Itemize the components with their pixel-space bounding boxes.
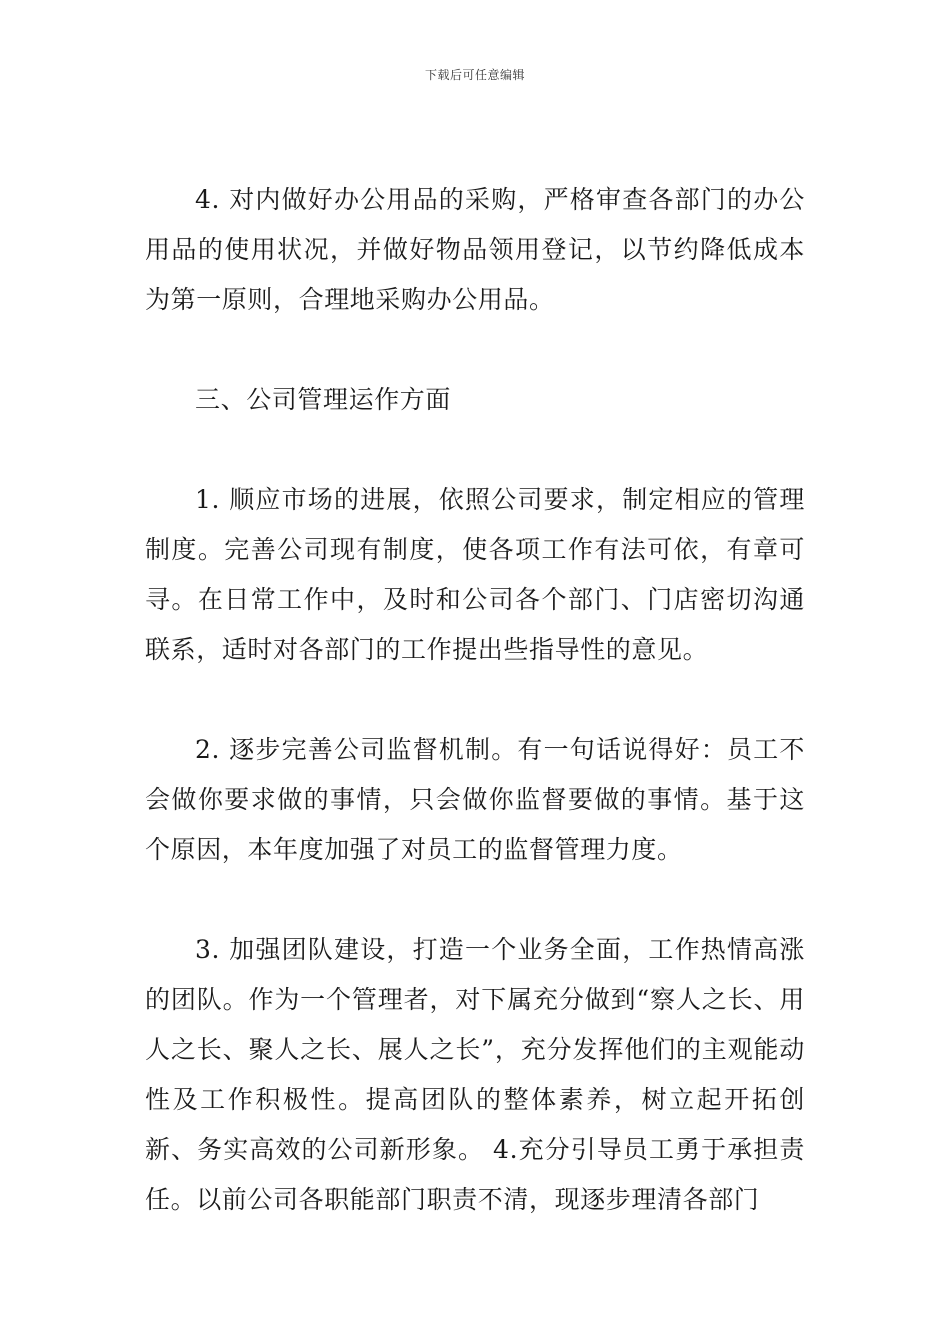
section-heading-management: 三、公司管理运作方面 bbox=[195, 385, 452, 414]
paragraph-spacer bbox=[145, 325, 805, 375]
paragraph-spacer bbox=[145, 875, 805, 925]
paragraph-supervision: 2. 逐步完善公司监督机制。有一句话说得好：员工不会做你要求做的事情，只会做你监督要做的事情。基于这个原因，本年度加强了对员工的监督管理力度。 bbox=[145, 735, 805, 864]
paragraph-management-system: 1. 顺应市场的进展，依照公司要求，制定相应的管理制度。完善公司现有制度，使各项工作有法可依，有章可寻。在日常工作中，及时和公司各个部门、门店密切沟通联系，适时对各部门的工作提出些指导性的意见。 bbox=[145, 485, 805, 664]
paragraph-spacer bbox=[145, 675, 805, 725]
document-body bbox=[145, 175, 805, 1225]
paragraph-team-building: 3. 加强团队建设，打造一个业务全面，工作热情高涨的团队。作为一个管理者，对下属充分做到“察人之长、用人之长、聚人之长、展人之长”，充分发挥他们的主观能动性及工作积极性。提高团队的整体素养，树立起开拓创新、务实高效的公司新形象。 4.充分引导员工勇于承担责任。以前公司各职能部门职责不清，现逐步理清各部门 bbox=[145, 935, 805, 1214]
paragraph-office-supplies: 4. 对内做好办公用品的采购，严格审查各部门的办公用品的使用状况，并做好物品领用登记，以节约降低成本为第一原则，合理地采购办公用品。 bbox=[145, 185, 805, 314]
paragraph-spacer bbox=[145, 425, 805, 475]
page-header: 下载后可任意编辑 bbox=[424, 68, 525, 82]
